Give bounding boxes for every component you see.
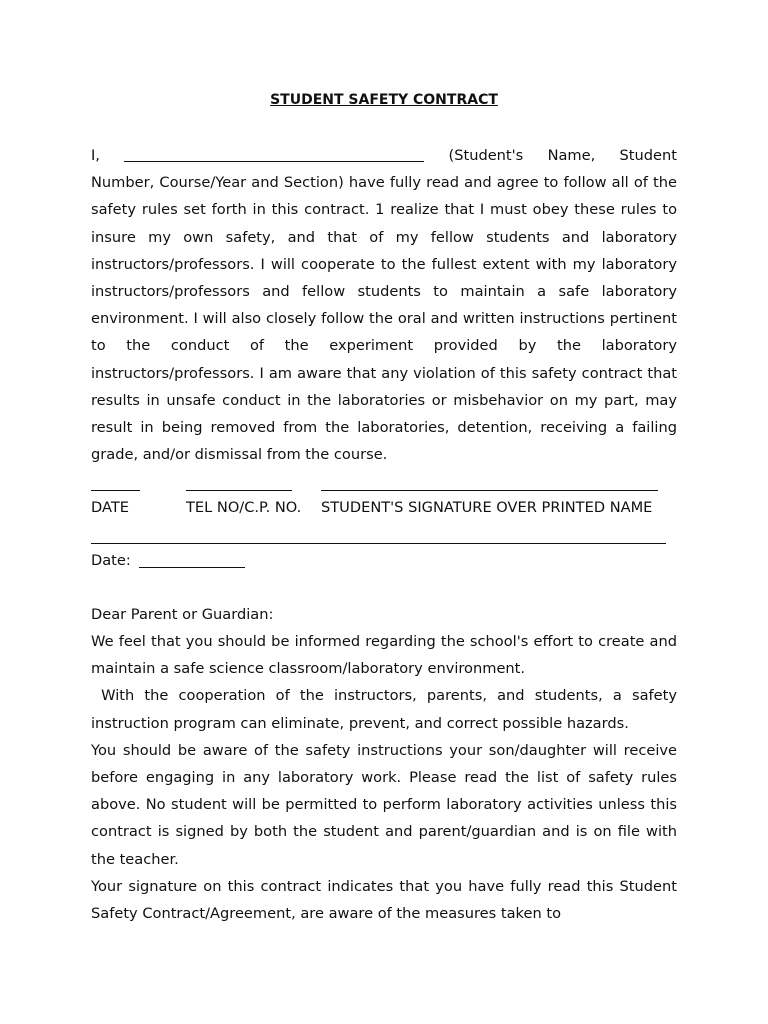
- contract-paragraph: [91, 142, 677, 468]
- student-signature-label: STUDENT'S SIGNATURE OVER PRINTED NAME: [321, 499, 653, 516]
- contract-pronoun: I,: [91, 147, 100, 164]
- letter-paragraph: Your signature on this contract indicates that you have fully read this Student Safety Contract/Agreement, are aware of the measures taken to: [91, 877, 677, 923]
- name-hint-word: Name,: [547, 147, 596, 164]
- date-field-label: Date:: [91, 552, 131, 569]
- date-field: [91, 552, 245, 569]
- contract-body: Number, Course/Year and Section) have fully read and agree to follow all of the safety rules set forth in this contract. 1 realize that I must obey these rules to insure my own safety, and that of my fellow students and laboratory instructors/professors. I will cooperate to the fullest extent with my laboratory instructors/professors and fellow students to maintain a safe laboratory environment. I will also closely follow the oral and written instructions pertinent to the conduct of the experiment provided by the laboratory instructors/professors. I am aware that any violation of this safety contract that results in unsafe conduct in the laboratories or misbehavior on my part, may result in being removed from the laboratories, detention, receiving a failing grade, and/or dismissal from the course.: [91, 174, 677, 464]
- tel-signature-line[interactable]: [186, 490, 292, 491]
- letter-body: [91, 628, 682, 927]
- letter-paragraph: You should be aware of the safety instructions your son/daughter will receive before engaging in any laboratory work. Please read the list of safety rules above. No student will be permitted to perform laboratory activities unless this contract is signed by both the student and parent/guardian and is on file with the teacher.: [91, 741, 677, 868]
- student-signature-line[interactable]: [321, 490, 658, 491]
- document-title: STUDENT SAFETY CONTRACT: [270, 92, 498, 108]
- date-signature-line[interactable]: [91, 490, 140, 491]
- name-hint-word: Student: [619, 147, 677, 164]
- student-name-blank[interactable]: [124, 147, 424, 162]
- tel-label: TEL NO/C.P. NO.: [186, 499, 302, 516]
- letter-salutation: Dear Parent or Guardian:: [91, 606, 274, 623]
- full-width-signature-line[interactable]: [91, 543, 666, 544]
- name-hint-word: (Student's: [448, 147, 524, 164]
- contract-first-line: [91, 142, 677, 169]
- date-label: DATE: [91, 499, 129, 516]
- letter-paragraph: We feel that you should be informed regarding the school's effort to create and maintain a safe science classroom/laboratory environment.: [91, 633, 677, 678]
- letter-paragraph: With the cooperation of the instructors, parents, and students, a safety instruction program can eliminate, prevent, and correct possible hazards.: [91, 687, 682, 732]
- date-field-blank[interactable]: [139, 553, 245, 568]
